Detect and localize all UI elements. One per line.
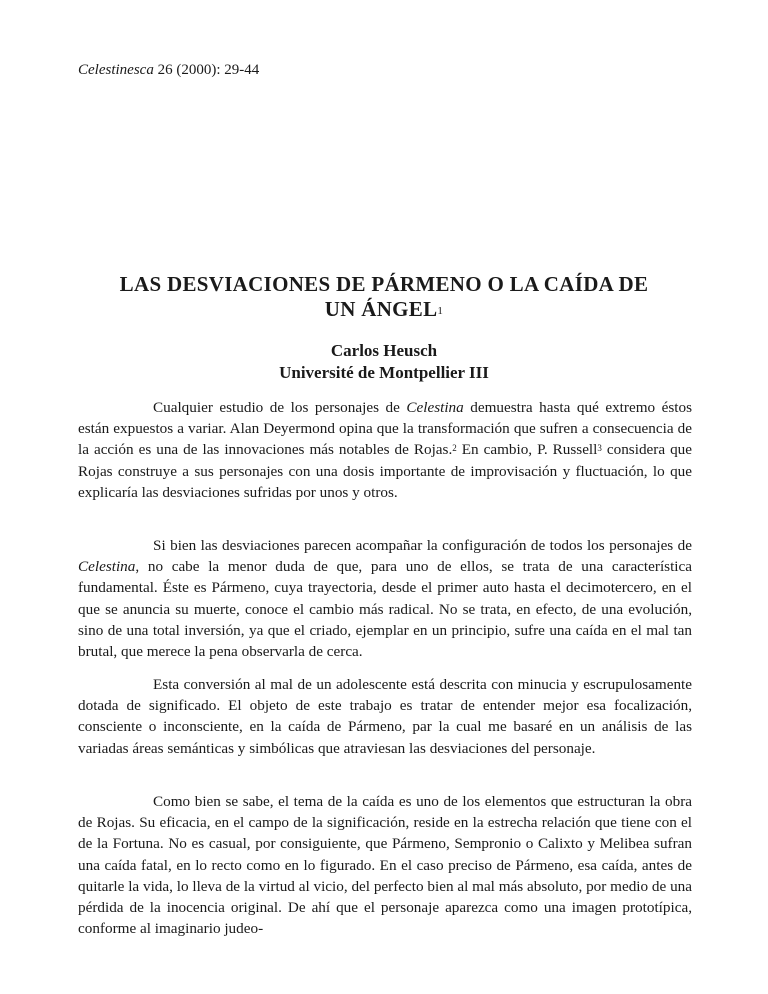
paragraph-1: Cualquier estudio de los personajes de Celestina demuestra hasta qué extremo éstos están expuestos a variar. Alan Deyermond opina que la transformación que sufren a consecuencia de la acción es una de las innovaciones más notables de Rojas.$^2$ En cambio, P. Russell$^3$ considera que Rojas construye a sus personajes con una dosis importante de improvisación y fluctuación, lo que explicaría las desviaciones sufridas por unos y otros.	[78, 399, 692, 501]
article-title	[0, 272, 768, 322]
journal-citation	[78, 62, 259, 79]
footnote-ref-3[interactable]: 3	[597, 443, 602, 454]
author-affiliation: Université de Montpellier III	[279, 363, 489, 382]
author-block	[0, 340, 768, 384]
author-name: Carlos Heusch	[330, 341, 438, 360]
journal-name: Celestinesca	[78, 62, 154, 78]
paragraph-4: Como bien se sabe, el tema de la caída es uno de los elementos que estructuran la obra de Rojas. Su eficacia, en el campo de la significación, reside en la estrecha relación que tiene con el de la Fortuna. No es casual, por consiguiente, que Pármeno, Sempronio o Calixto y Melibea sufran una caída fatal, en lo recto como en lo figurado. En el caso preciso de Pármeno, esa caída, antes de quitarle la vida, lo lleva de la virtud al vicio, del perfecto bien al mal más absoluto, por medio de una pérdida de la inocencia original. De ahí que el personaje aparezca como una imagen prototípica, conforme al imaginario judeo-	[78, 793, 692, 938]
paragraph-3: Esta conversión al mal de un adolescente está descrita con minucia y escrupulosamente dotada de significado. El objeto de este trabajo es tratar de entender mejor esa focalización, consciente o inconsciente, en la caída de Pármeno, par la cual me basaré en un análisis de las variadas áreas semánticas y simbólicas que atraviesan las desviaciones del personaje.	[78, 676, 692, 757]
work-title: Celestina	[406, 399, 464, 416]
volume-pages: 26 (2000): 29-44	[153, 62, 260, 78]
footnote-ref-2[interactable]: 2	[452, 443, 457, 454]
work-title: Celestina	[78, 558, 136, 576]
paragraph-2: Si bien las desviaciones parecen acompañar la configuración de todos los personajes de Celestina, no cabe la menor duda de que, para uno de ellos, se trata de una característica fundamental. Éste es Pármeno, cuya trayectoria, desde el primer auto hasta el decimotercero, en el que se anuncia su muerte, conoce el cambio más radical. No se trata, en efecto, de una evolución, sino de una total inversión, ya que el criado, ejemplar en un principio, sufre una caída en el mal tan brutal, que merece la pena observarla de cerca.	[78, 537, 692, 661]
title-line-1: LAS DESVIACIONES DE PÁRMENO O LA CAÍDA DE	[119, 272, 649, 296]
footnote-ref-1[interactable]: 1	[437, 305, 444, 317]
title-line-2: UN ÁNGEL$^1$	[324, 297, 444, 321]
